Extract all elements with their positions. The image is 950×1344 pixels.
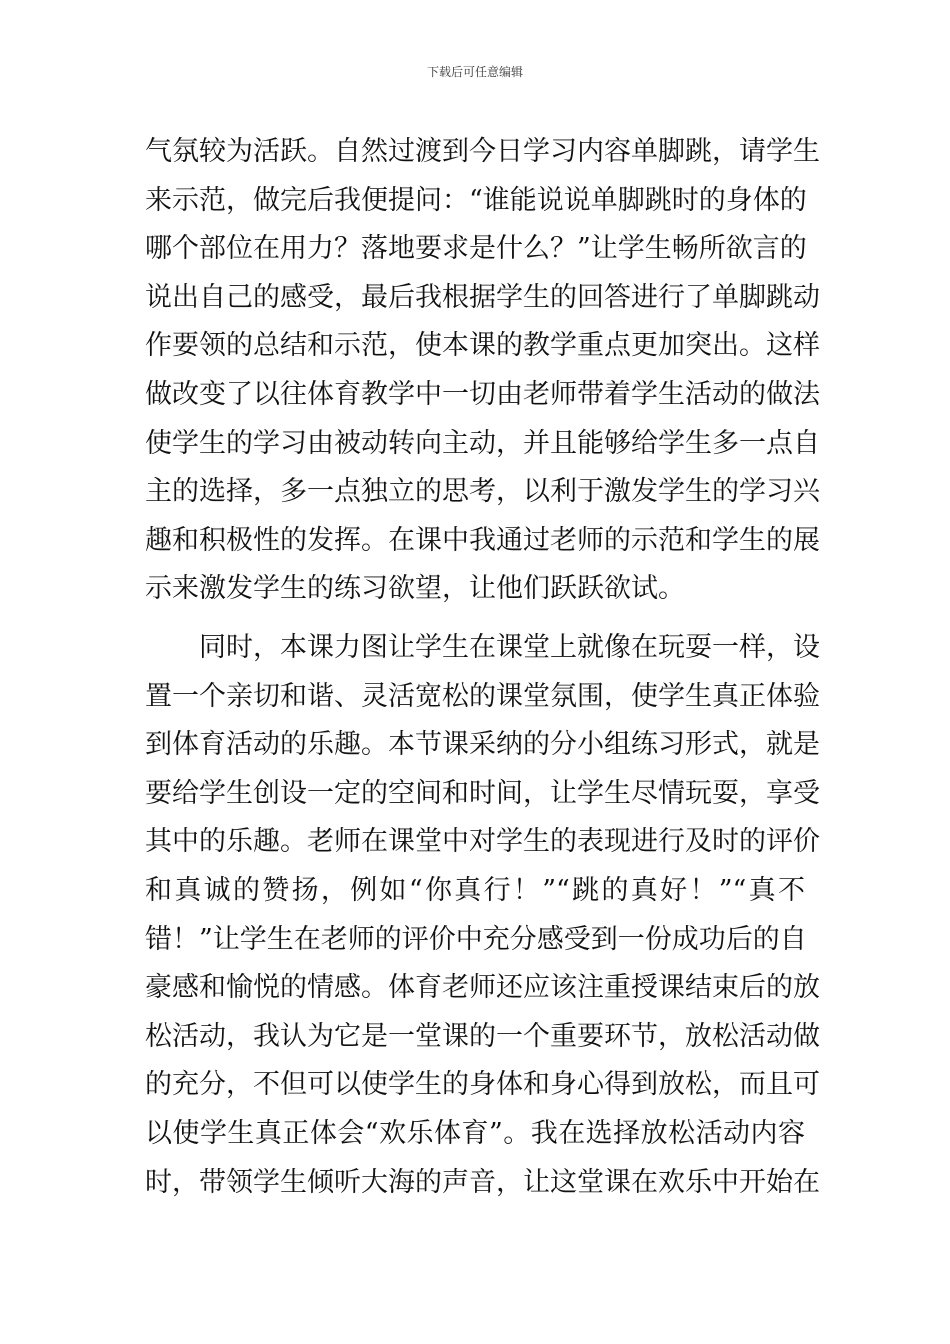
- paragraph-2: [145, 624, 820, 1207]
- text-line: 要给学生创设一定的空间和时间，让学生尽情玩耍，享受: [145, 777, 820, 809]
- text-line: 作要领的总结和示范，使本课的教学重点更加突出。这样: [145, 330, 820, 362]
- text-line: 使学生的学习由被动转向主动，并且能够给学生多一点自: [145, 427, 820, 459]
- text-line: 做改变了以往体育教学中一切由老师带着学生活动的做法: [145, 378, 820, 410]
- text-line: 松活动，我认为它是一堂课的一个重要环节，放松活动做: [145, 1020, 820, 1052]
- paragraph-1: [145, 128, 820, 614]
- text-line: 示来激发学生的练习欲望，让他们跃跃欲试。: [145, 573, 685, 605]
- text-line: 和真诚的赞扬，例如“你真行！”“跳的真好！”“真不: [145, 874, 805, 906]
- text-line: 错！”让学生在老师的评价中充分感受到一份成功后的自: [145, 923, 807, 955]
- text-line: 的充分，不但可以使学生的身体和身心得到放松，而且可: [145, 1069, 820, 1101]
- text-line: 置一个亲切和谐、灵活宽松的课堂氛围，使学生真正体验: [145, 680, 820, 712]
- text-line: 其中的乐趣。老师在课堂中对学生的表现进行及时的评价: [145, 826, 820, 858]
- text-line: 主的选择，多一点独立的思考，以利于激发学生的学习兴: [145, 476, 820, 508]
- text-line: 时，带领学生倾听大海的声音，让这堂课在欢乐中开始在: [145, 1166, 820, 1198]
- text-line: 哪个部位在用力？落地要求是什么？”让学生畅所欲言的: [145, 233, 807, 265]
- text-line: 以使学生真正体会“欢乐体育”。我在选择放松活动内容: [145, 1117, 805, 1149]
- text-line: 气氛较为活跃。自然过渡到今日学习内容单脚跳，请学生: [145, 136, 820, 167]
- text-line: 豪感和愉悦的情感。体育老师还应该注重授课结束后的放: [145, 972, 820, 1004]
- page-header: 下载后可任意编辑: [426, 65, 523, 79]
- text-line: 趣和积极性的发挥。在课中我通过老师的示范和学生的展: [145, 524, 820, 556]
- text-line: 来示范，做完后我便提问：“谁能说说单脚跳时的身体的: [145, 184, 807, 216]
- text-line: 到体育活动的乐趣。本节课采纳的分小组练习形式，就是: [145, 729, 820, 761]
- text-line: 同时，本课力图让学生在课堂上就像在玩耍一样，设: [145, 632, 820, 663]
- text-line: 说出自己的感受，最后我根据学生的回答进行了单脚跳动: [145, 281, 820, 313]
